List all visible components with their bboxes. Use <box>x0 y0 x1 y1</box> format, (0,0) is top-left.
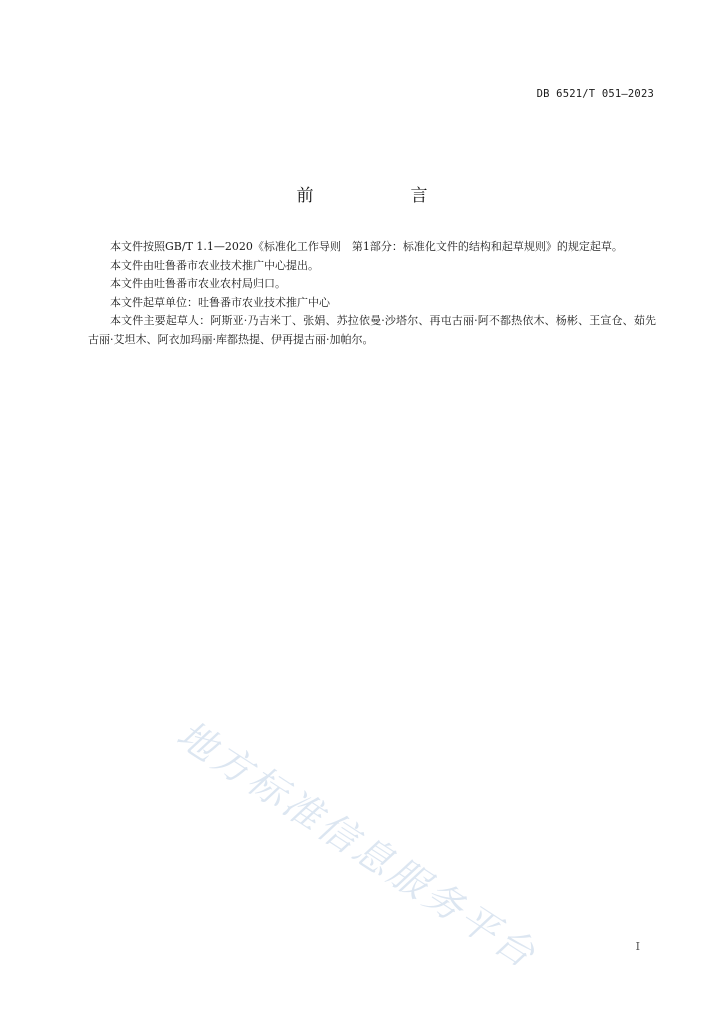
paragraph-drafting-unit: 本文件起草单位：吐鲁番市农业技术推广中心 <box>110 295 330 309</box>
page-number: I <box>635 940 640 953</box>
document-code: DB 6521/T 051—2023 <box>536 88 654 100</box>
paragraph-drafting-standard: 本文件按照GB/T 1.1—2020《标准化工作导则 第1部分：标准化文件的结构和起草规则》的规定起草。 <box>110 240 623 253</box>
foreword-body <box>88 238 656 349</box>
paragraph-centralized-unit: 本文件由吐鲁番市农业农村局归口。 <box>110 277 286 290</box>
paragraph-drafters: 本文件主要起草人：阿斯亚·乃吉米丁、张娟、苏拉依曼·沙塔尔、再屯古丽·阿不都热依木、杨彬、王宣仓、茹先古丽·艾坦木、阿衣加玛丽·库都热提、伊再提古丽·加帕尔。 <box>88 314 656 346</box>
paragraph-proposer: 本文件由吐鲁番市农业技术推广中心提出。 <box>110 258 319 272</box>
page-title: 前 言 <box>296 186 468 206</box>
watermark: 地方标准信息服务平台 <box>169 711 546 978</box>
